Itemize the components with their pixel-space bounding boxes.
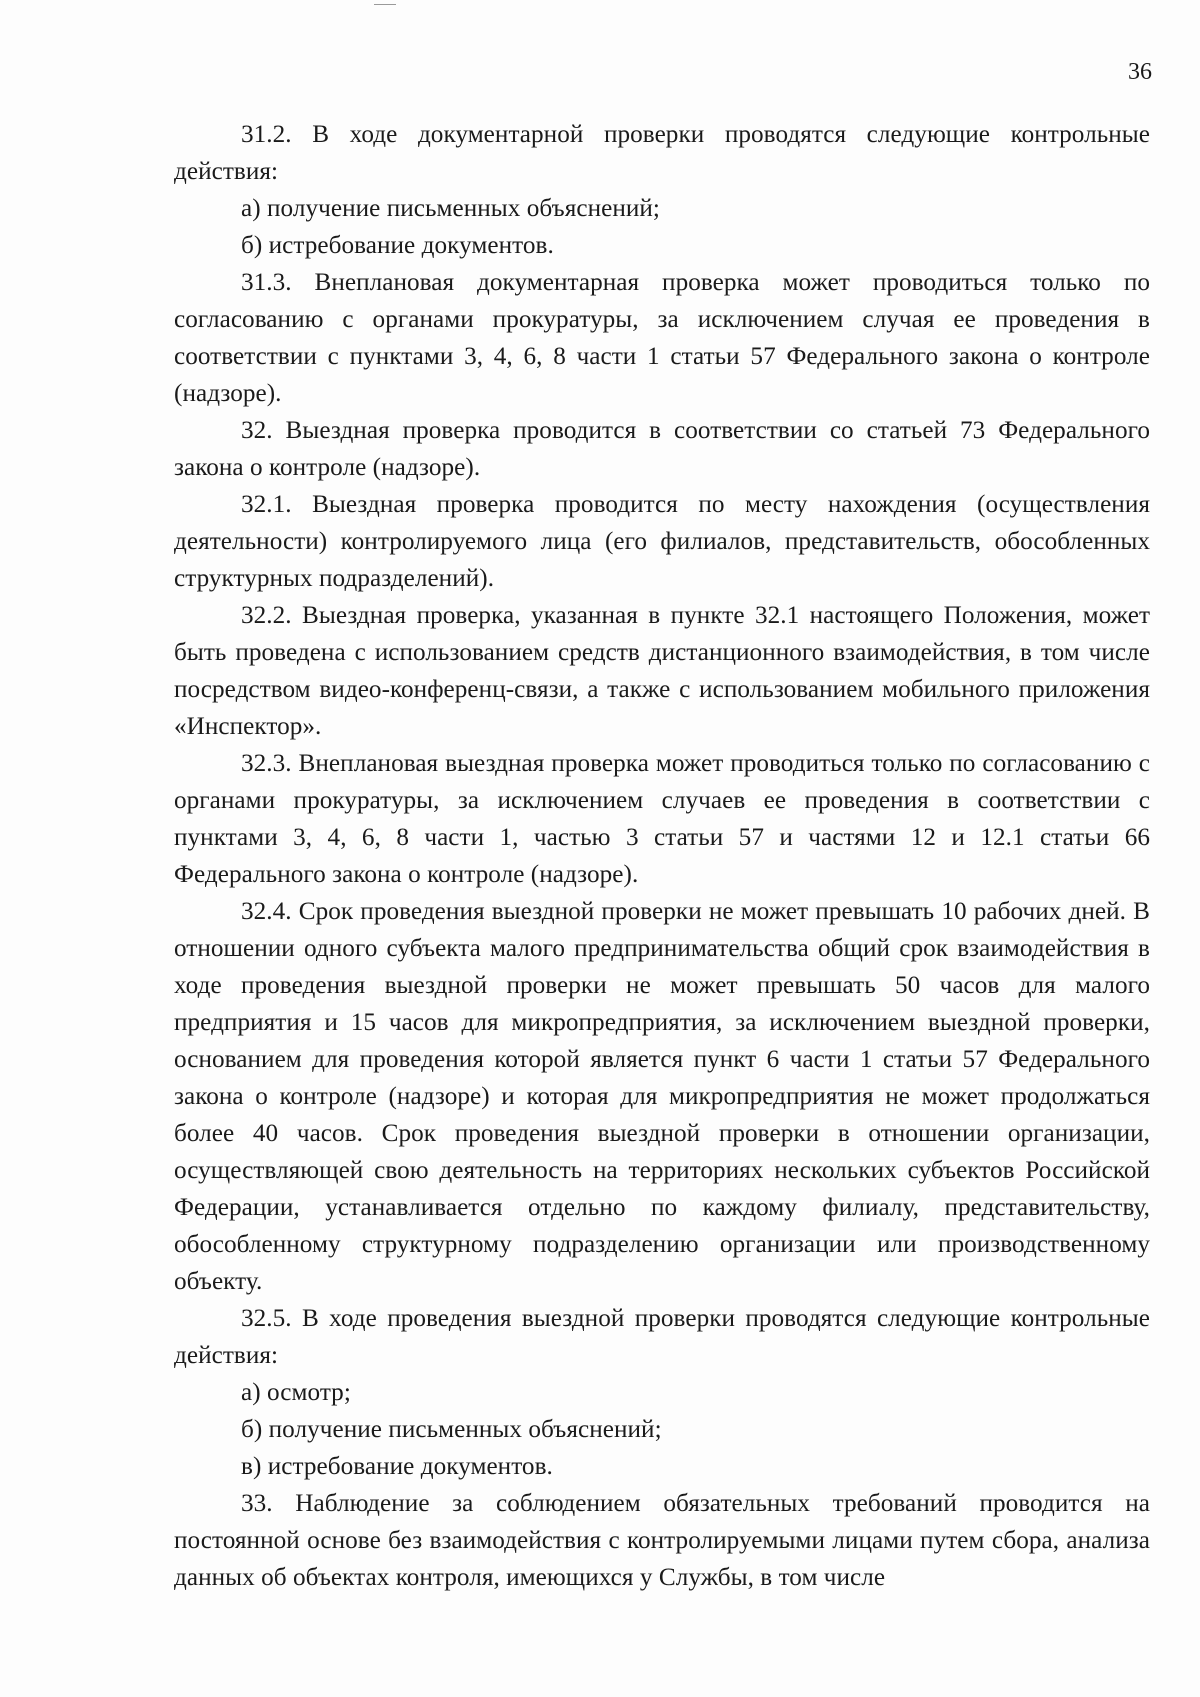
list-item-32-5-a: а) осмотр; [241,1379,351,1406]
list-item-32-5-b: б) получение письменных объяснений; [241,1416,662,1443]
paragraph-32-2: 32.2. Выездная проверка, указанная в пункте 32.1 настоящего Положения, может быть проведена с использованием средств дистанционного взаимодействия, в том числе посредством видео-конференц-связи, а также с использованием мобильного приложения «Инспектор». [174,602,1150,740]
page-number: 36 [1128,59,1152,85]
paragraph-31-3: 31.3. Внеплановая документарная проверка может проводиться только по согласованию с органами прокуратуры, за исключением случая ее проведения в соответствии с пунктами 3, 4, 6, 8 части 1 статьи 57 Федерального закона о контроле (надзоре). [174,269,1150,407]
paragraph-32-1: 32.1. Выездная проверка проводится по месту нахождения (осуществления деятельности) контролируемого лица (его филиалов, представительств, обособленных структурных подразделений). [174,491,1150,592]
document-body [174,116,1150,1596]
scan-mark [374,4,396,5]
paragraph-33: 33. Наблюдение за соблюдением обязательных требований проводится на постоянной основе без взаимодействия с контролируемыми лицами путем сбора, анализа данных об объектах контроля, имеющихся у Службы, в том числе [174,1490,1150,1591]
list-item-32-5-v: в) истребование документов. [241,1453,553,1480]
paragraph-32: 32. Выездная проверка проводится в соответствии со статьей 73 Федерального закона о контроле (надзоре). [174,417,1150,481]
paragraph-32-4: 32.4. Срок проведения выездной проверки не может превышать 10 рабочих дней. В отношении одного субъекта малого предпринимательства общий срок взаимодействия в ходе проведения выездной проверки не может превышать 50 часов для малого предприятия и 15 часов для микропредприятия, за исключением выездной проверки, основанием для проведения которой является пункт 6 части 1 статьи 57 Федерального закона о контроле (надзоре) и которая для микропредприятия не может продолжаться более 40 часов. Срок проведения выездной проверки в отношении организации, осуществляющей свою деятельность на территориях нескольких субъектов Российской Федерации, устанавливается отдельно по каждому филиалу, представительству, обособленному структурному подразделению организации или производственному объекту. [174,898,1150,1295]
paragraph-32-3: 32.3. Внеплановая выездная проверка может проводиться только по согласованию с органами прокуратуры, за исключением случаев ее проведения в соответствии с пунктами 3, 4, 6, 8 части 1, частью 3 статьи 57 и частями 12 и 12.1 статьи 66 Федерального закона о контроле (надзоре). [174,750,1150,888]
paragraph-31-2: 31.2. В ходе документарной проверки проводятся следующие контрольные действия: [174,121,1150,185]
paragraph-32-5: 32.5. В ходе проведения выездной проверки проводятся следующие контрольные действия: [174,1305,1150,1369]
list-item-31-2-a: а) получение письменных объяснений; [241,195,660,222]
list-item-31-2-b: б) истребование документов. [241,232,554,259]
